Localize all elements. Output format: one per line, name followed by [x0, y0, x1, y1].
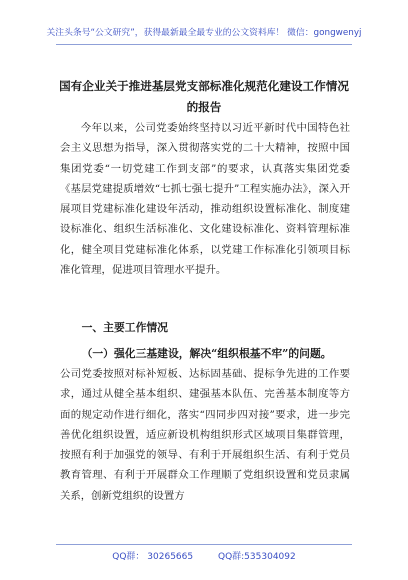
header-watermark-note: 关注头条号“公文研究”，获得最新最全最专业的公文资料库！ 微信：gongwenyj	[46, 28, 362, 38]
intro-paragraph-block	[60, 118, 350, 280]
footer-qq-group-right: QQ群:535304092	[217, 552, 296, 562]
footer-divider	[56, 544, 352, 545]
footer-qq-group-left: QQ群： 30265665	[112, 552, 194, 562]
subsection-paragraph-block	[60, 364, 350, 506]
header-divider	[56, 44, 352, 45]
footer-contact	[40, 549, 368, 562]
document-title-line-1: 国有企业关于推进基层党支部标准化规范化建设工作情况	[59, 79, 349, 93]
document-title	[48, 76, 360, 118]
subsection-paragraph: 公司党委按照对标补短板、达标固基础、提标争先进的工作要求，通过从健全基本组织、建强基本队伍、完善基本制度等方面的规定动作进行细化，落实“四同步四对接”要求，进一步完善优化组织设置，适应新设机构组织形式区域项目集群管理，按照有利于加强党的领导、有利于开展组织生活、有利于党员教育管理、有利于开展群众工作理顺了党组织设置和党员隶属关系，创新党组织的设置方	[60, 368, 350, 502]
intro-paragraph: 今年以来，公司党委始终坚持以习近平新时代中国特色社会主义思想为指导，深入贯彻落实党的二十大精神，按照中国集团党委“一切党建工作到支部”的要求，认真落实集团党委《基层党建提质增效“七抓七强七提升”工程实施办法》，深入开展项目党建标准化建设年活动，推动组织设置标准化、制度建设标准化、组织生活标准化、文化建设标准化、资料管理标准化，健全项目党建标准化体系，以党建工作标准化引领项目标准化管理，促进项目管理水平提升。	[60, 122, 350, 277]
subsection-heading-1: （一）强化三基建设，解决“组织根基不牢”的问题。	[81, 347, 332, 360]
document-title-line-2: 的报告	[186, 100, 222, 114]
section-heading-1: 一、主要工作情况	[81, 321, 168, 334]
